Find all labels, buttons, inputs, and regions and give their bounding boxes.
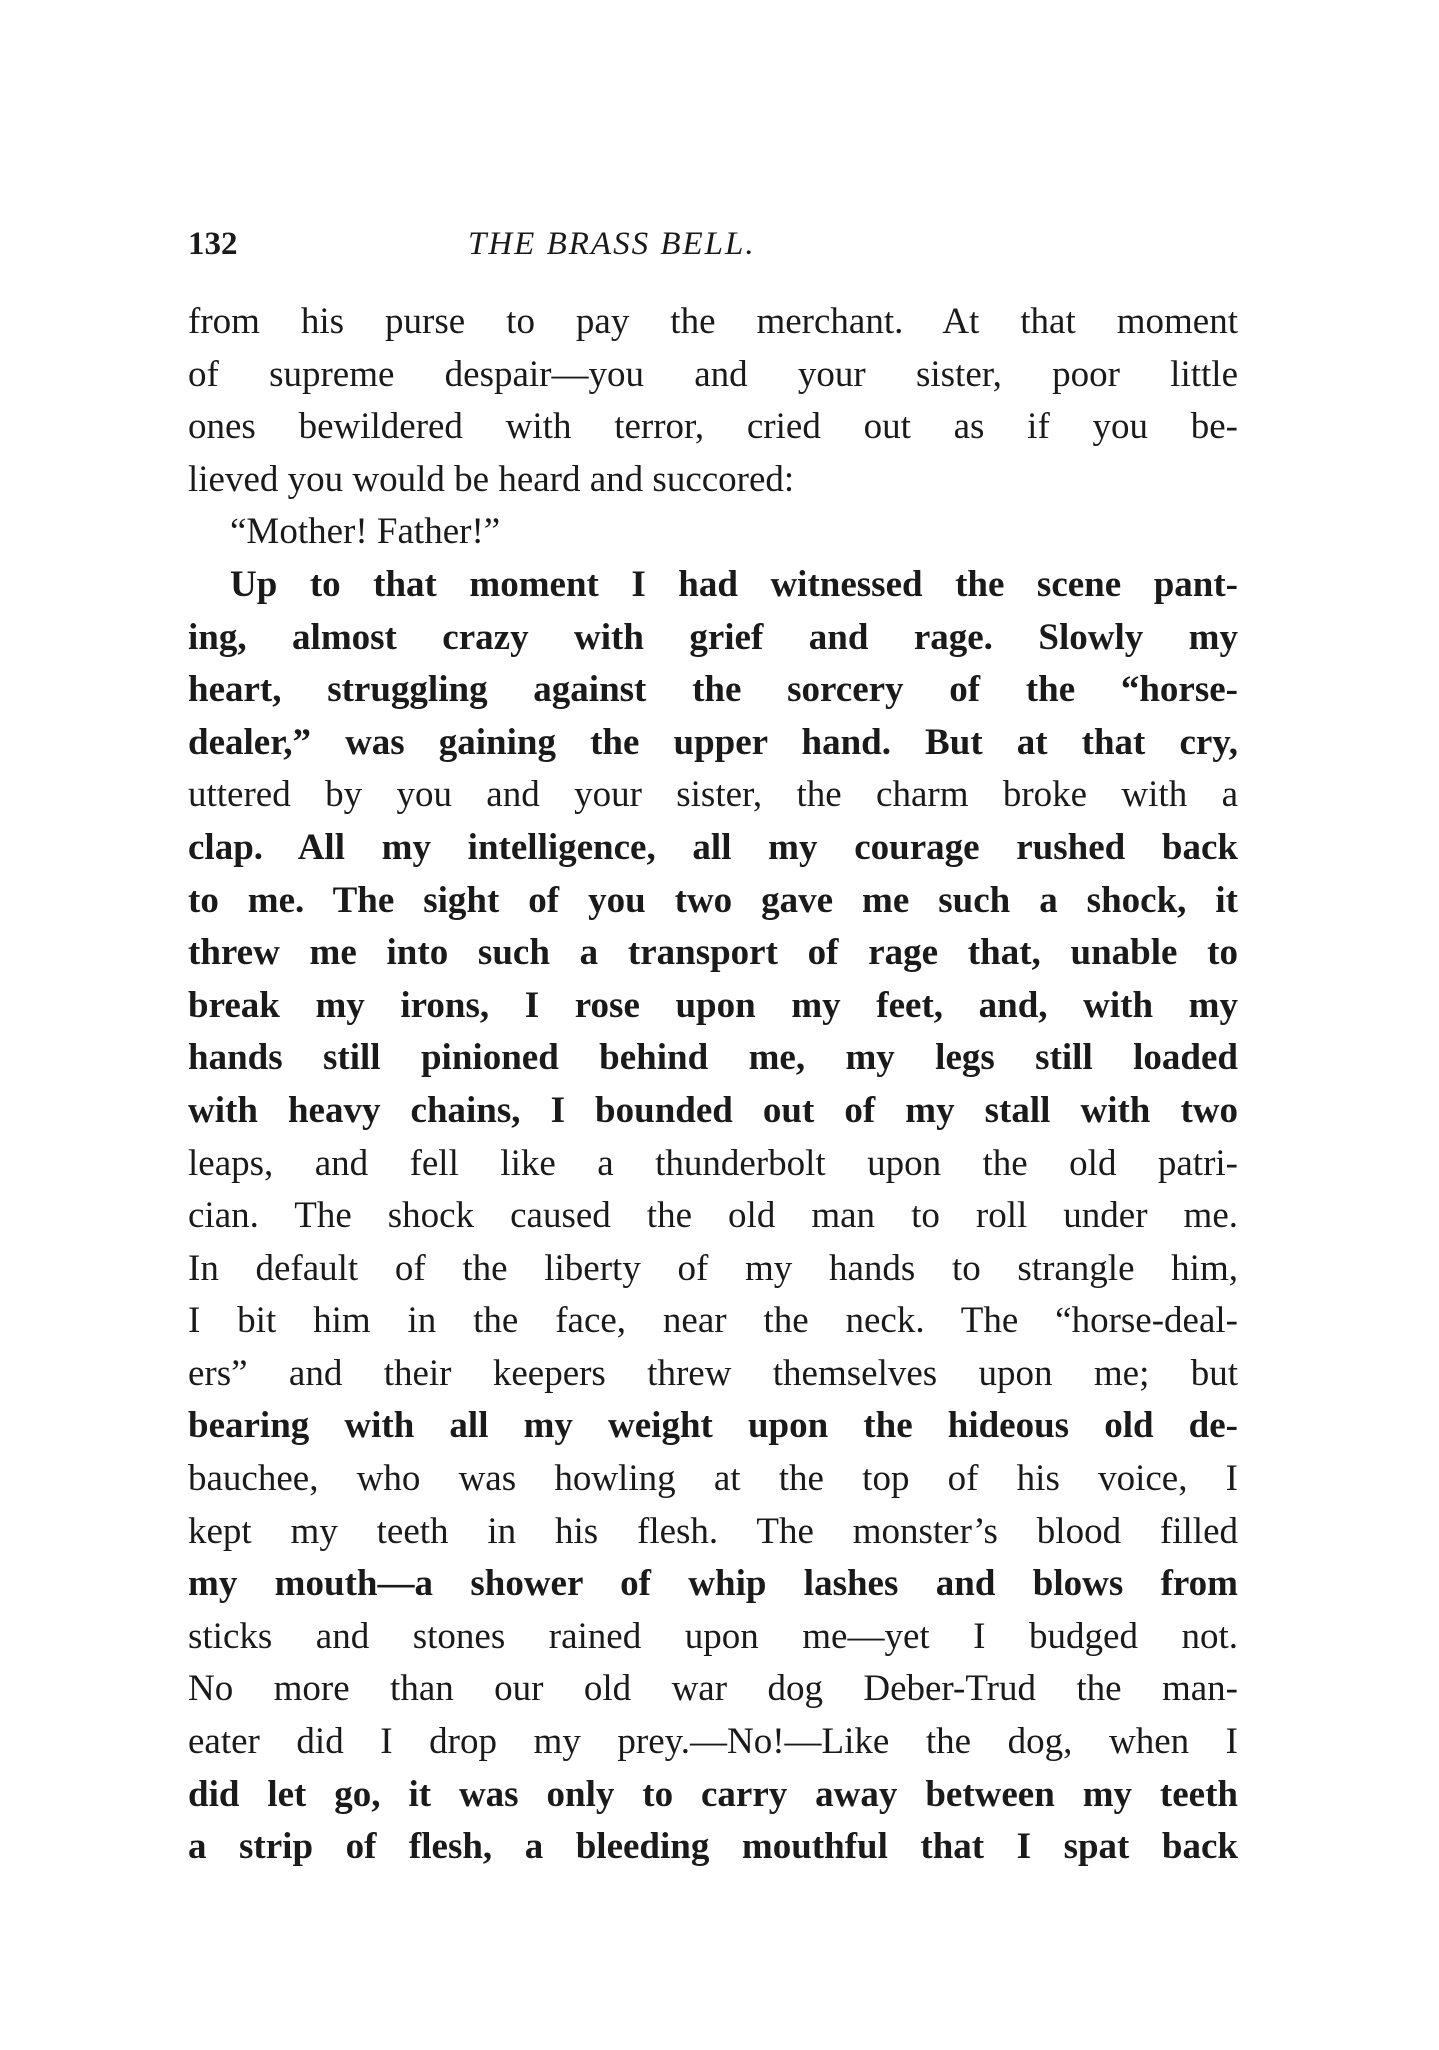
text-line: leaps, and fell like a thunderbolt upon the old patri- <box>188 1142 1238 1184</box>
body-text <box>188 296 1238 1874</box>
text-line: ones bewildered with terror, cried out as if you be- <box>188 406 1238 448</box>
text-line: dealer,” was gaining the upper hand. But at that cry, <box>188 721 1238 763</box>
text-line: uttered by you and your sister, the charm broke with a <box>188 774 1238 816</box>
text-line: kept my teeth in his flesh. The monster’s blood filled <box>188 1510 1238 1552</box>
text-line: bearing with all my weight upon the hideous old de- <box>188 1405 1238 1447</box>
text-line: my mouth—a shower of whip lashes and blows from <box>188 1563 1238 1605</box>
text-line: clap. All my intelligence, all my courage rushed back <box>188 826 1238 868</box>
text-line: ing, almost crazy with grief and rage. Slowly my <box>188 616 1238 658</box>
text-line: did let go, it was only to carry away between my teeth <box>188 1773 1238 1815</box>
text-line: with heavy chains, I bounded out of my stall with two <box>188 1089 1238 1131</box>
text-line: cian. The shock caused the old man to roll under me. <box>188 1195 1238 1237</box>
text-line: Up to that moment I had witnessed the scene pant- <box>230 563 1238 605</box>
running-title: THE BRASS BELL. <box>468 226 756 262</box>
text-line: bauchee, who was howling at the top of his voice, I <box>188 1458 1238 1500</box>
text-line: to me. The sight of you two gave me such a shock, it <box>188 879 1238 921</box>
text-line: threw me into such a transport of rage that, unable to <box>188 932 1238 974</box>
text-line: “Mother! Father!” <box>230 511 501 553</box>
text-line: from his purse to pay the merchant. At that moment <box>188 301 1238 342</box>
text-line: No more than our old war dog Deber-Trud the man- <box>188 1668 1238 1710</box>
text-line: hands still pinioned behind me, my legs still loaded <box>188 1037 1238 1079</box>
text-line: In default of the liberty of my hands to strangle him, <box>188 1247 1238 1289</box>
text-line: break my irons, I rose upon my feet, and, with my <box>188 984 1238 1026</box>
text-line: lieved you would be heard and succored: <box>188 458 795 500</box>
page-number: 132 <box>188 226 238 262</box>
text-line: sticks and stones rained upon me—yet I budged not. <box>188 1615 1238 1657</box>
text-line: eater did I drop my prey.—No!—Like the dog, when I <box>188 1721 1238 1763</box>
text-line: heart, struggling against the sorcery of the “horse- <box>188 669 1238 711</box>
text-line: of supreme despair—you and your sister, poor little <box>188 353 1238 395</box>
text-line: a strip of flesh, a bleeding mouthful that I spat back <box>188 1826 1238 1868</box>
page-header <box>188 226 1238 276</box>
text-line: I bit him in the face, near the neck. The “horse-deal- <box>188 1300 1238 1342</box>
text-line: ers” and their keepers threw themselves upon me; but <box>188 1352 1238 1394</box>
